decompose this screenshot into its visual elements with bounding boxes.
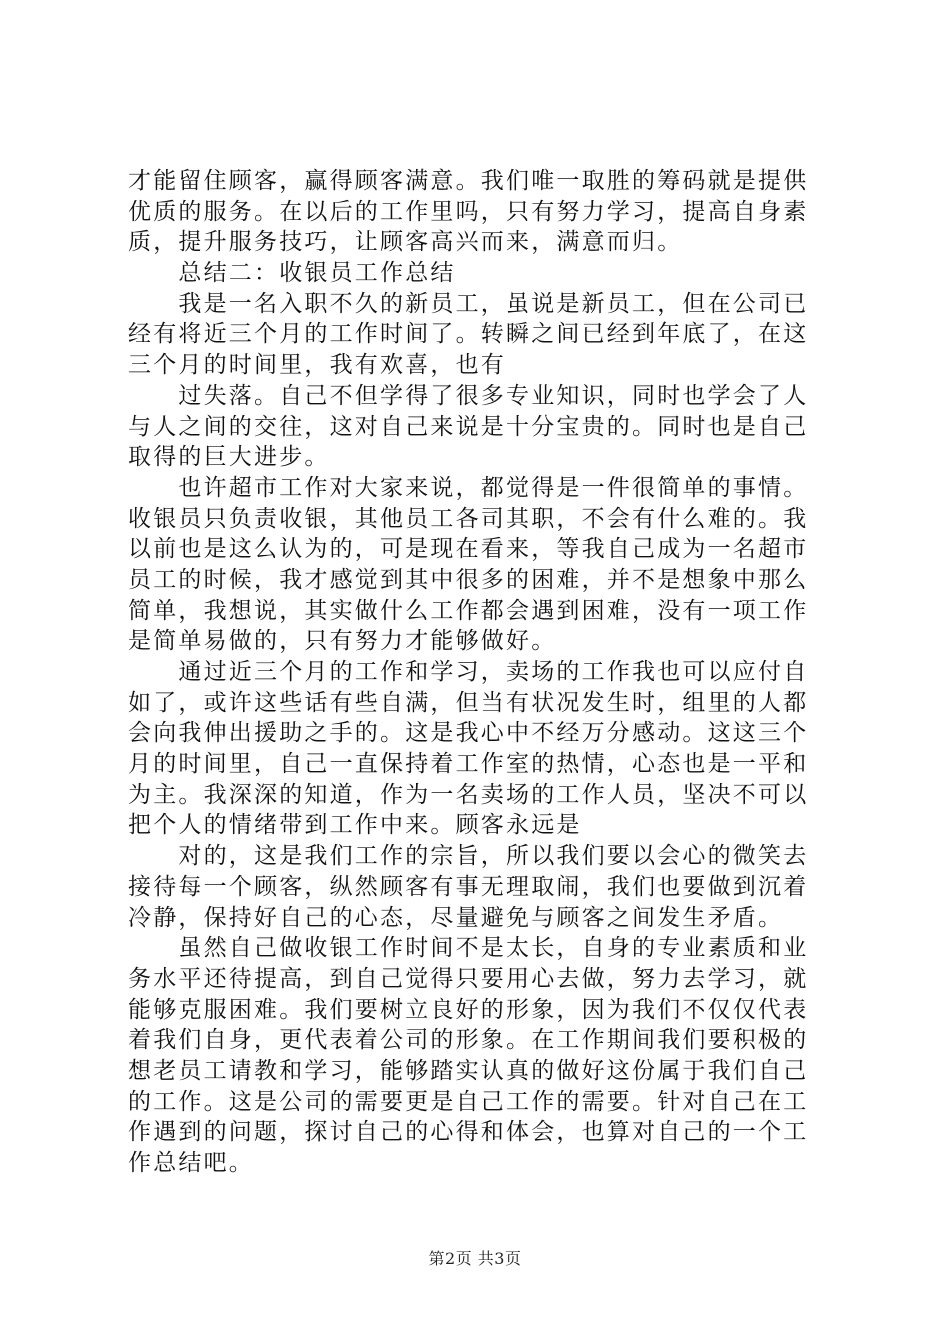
text-line: 与人之间的交往，这对自己来说是十分宝贵的。同时也是自己	[128, 413, 809, 440]
text-line: 作总结吧。	[128, 1150, 254, 1176]
text-line: 过失落。自己不但学得了很多专业知识，同时也学会了人	[128, 382, 809, 409]
text-line: 收银员只负责收银，其他员工各司其职，不会有什么难的。我	[128, 505, 809, 532]
text-line: 作遇到的问题，探讨自己的心得和体会，也算对自己的一个工	[128, 1119, 809, 1146]
text-line: 经有将近三个月的工作时间了。转瞬之间已经到年底了，在这	[128, 321, 809, 348]
text-line: 想老员工请教和学习，能够踏实认真的做好这份属于我们自己	[128, 1057, 809, 1084]
text-line: 月的时间里，自己一直保持着工作室的热情，心态也是一平和	[128, 751, 809, 778]
text-line: 我是一名入职不久的新员工，虽说是新员工，但在公司已	[128, 290, 809, 317]
text-line: 对的，这是我们工作的宗旨，所以我们要以会心的微笑去	[128, 843, 809, 870]
text-line: 会向我伸出援助之手的。这是我心中不经万分感动。这这三个	[128, 720, 809, 747]
text-line: 把个人的情绪带到工作中来。顾客永远是	[128, 812, 582, 839]
text-line: 才能留住顾客，赢得顾客满意。我们唯一取胜的筹码就是提供	[128, 168, 809, 194]
text-line: 务水平还待提高，到自己觉得只要用心去做，努力去学习，就	[128, 965, 809, 992]
document-body	[128, 166, 828, 1179]
text-line: 冷静，保持好自己的心态，尽量避免与顾客之间发生矛盾。	[128, 904, 784, 931]
text-line: 虽然自己做收银工作时间不是太长，自身的专业素质和业	[128, 935, 809, 962]
text-line: 质，提升服务技巧，让顾客高兴而来，满意而归。	[128, 229, 683, 256]
page-number: 第2页 共3页	[428, 1249, 522, 1268]
text-line: 接待每一个顾客，纵然顾客有事无理取闹，我们也要做到沉着	[128, 873, 809, 900]
text-line: 优质的服务。在以后的工作里吗，只有努力学习，提高自身素	[128, 198, 809, 225]
text-line: 员工的时候，我才感觉到其中很多的困难，并不是想象中那么	[128, 566, 809, 593]
text-line: 的工作。这是公司的需要更是自己工作的需要。针对自己在工	[128, 1088, 809, 1115]
text-line: 通过近三个月的工作和学习，卖场的工作我也可以应付自	[128, 659, 809, 685]
text-line: 为主。我深深的知道，作为一名卖场的工作人员，坚决不可以	[128, 781, 809, 808]
text-line: 取得的巨大进步。	[128, 444, 330, 471]
section-heading: 总结二：收银员工作总结	[128, 260, 456, 287]
text-line: 能够克服困难。我们要树立良好的形象，因为我们不仅仅代表	[128, 996, 809, 1023]
text-line: 是简单易做的，只有努力才能够做好。	[128, 628, 557, 655]
text-line: 简单，我想说，其实做什么工作都会遇到困难，没有一项工作	[128, 597, 809, 624]
text-line: 着我们自身，更代表着公司的形象。在工作期间我们要积极的	[128, 1027, 809, 1054]
text-line: 三个月的时间里，我有欢喜，也有	[128, 352, 506, 379]
text-line: 以前也是这么认为的，可是现在看来，等我自己成为一名超市	[128, 536, 809, 563]
text-line: 如了，或许这些话有些自满，但当有状况发生时，组里的人都	[128, 689, 809, 716]
text-line: 也许超市工作对大家来说，都觉得是一件很简单的事情。	[128, 474, 809, 501]
